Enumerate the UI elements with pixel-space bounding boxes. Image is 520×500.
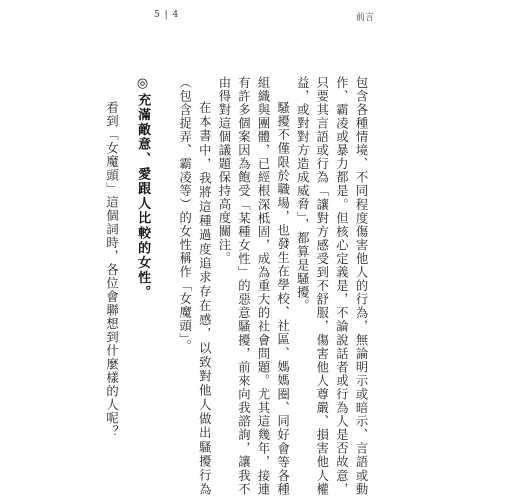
page-number: 5 | 4	[154, 10, 180, 20]
body-paragraph: 看到「女魔頭」這個詞時，各位會聯想到什麼樣的人呢？	[104, 100, 119, 439]
section-heading	[132, 76, 152, 496]
section-heading-text: 充滿敵意、愛跟人比較的女性。	[135, 92, 151, 301]
body-paragraph: 在本書中，我將這種過度追求存在感，以致對他人做出騷擾行為（包含捉弄、霸凌等）的女性稱作「女魔頭」。	[177, 76, 212, 496]
section-bullet-icon: ◎	[135, 76, 151, 93]
vertical-body-text	[101, 76, 370, 496]
body-paragraph: 騷擾不僅限於職場，也發生在學校、社區、媽媽圈、同好會等各種組織與團體，已經根深柢固，成為重大的社會問題。尤其這幾年，接連有許多個案因為飽受「某種女性」的惡意騷擾，前來向我諮詢，讓我不由得對這個議題保持高度關注。	[216, 76, 290, 496]
body-paragraph: 包含各種情境、不同程度傷害他人的行為，無論明示或暗示、言語或動作、霸凌或暴力都是。但核心定義是，不論說話者或行為人是否故意，只要其言語或行為「讓對方感受到不舒服，傷害他人尊嚴、損害他人權益，或對對方造成威脅」，都算是騷擾。	[295, 76, 368, 496]
running-header-chapter-title: 前言	[356, 13, 375, 23]
